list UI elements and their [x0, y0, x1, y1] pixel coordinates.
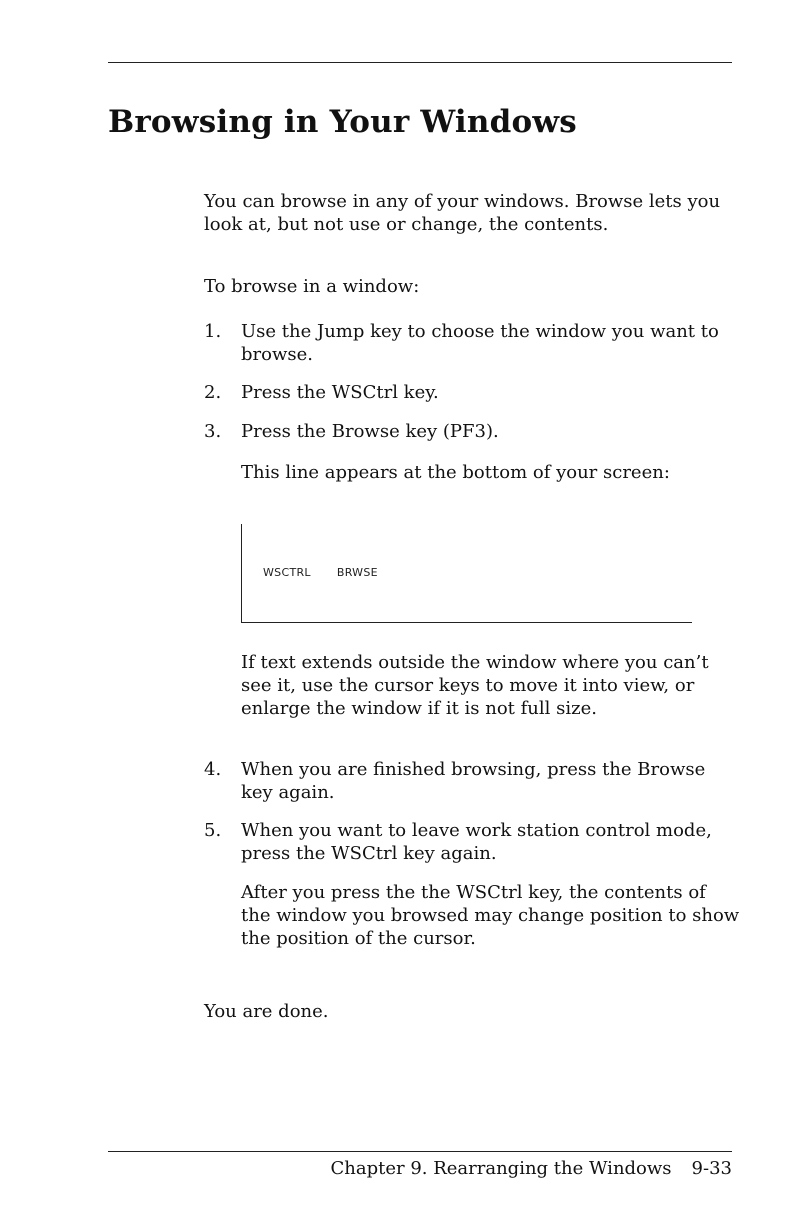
step-text: When you are finished browsing, press the Browse key again.: [241, 759, 706, 803]
bottom-rule: [108, 1151, 732, 1152]
step-5-followup: After you press the the WSCtrl key, the contents of the window you browsed may change position to show the position of the cursor.: [241, 882, 740, 949]
top-rule: [108, 62, 732, 63]
step-text: Use the Jump key to choose the window you want to browse.: [241, 321, 719, 365]
status-field-brwse: BRWSE: [336, 566, 378, 579]
page-title: Browsing in Your Windows: [108, 104, 577, 140]
status-line: [263, 566, 378, 579]
step-number: 4.: [204, 759, 222, 780]
closing-paragraph: You are done.: [204, 1001, 329, 1022]
intro-paragraph: You can browse in any of your windows. Browse lets you look at, but not use or change, the contents.: [204, 191, 721, 235]
footer-chapter: Chapter 9. Rearranging the Windows: [330, 1158, 672, 1179]
step-3-followup: If text extends outside the window where you can’t see it, use the cursor keys to move it into view, or enlarge the window if it is not full size.: [241, 652, 709, 719]
lead-paragraph: To browse in a window:: [204, 276, 420, 297]
screen-example: [241, 524, 692, 623]
status-field-wsctrl: WSCTRL: [263, 566, 311, 579]
step-text: Press the Browse key (PF3).: [241, 421, 499, 442]
step-text: Press the WSCtrl key.: [241, 382, 439, 403]
step-number: 2.: [204, 382, 222, 403]
step-number: 1.: [204, 321, 222, 342]
page-footer: [330, 1157, 732, 1180]
step-number: 3.: [204, 421, 222, 442]
step-3-note: This line appears at the bottom of your screen:: [241, 462, 670, 483]
step-text: When you want to leave work station control mode, press the WSCtrl key again.: [241, 820, 712, 864]
footer-page-number: 9-33: [691, 1158, 732, 1179]
step-number: 5.: [204, 820, 222, 841]
